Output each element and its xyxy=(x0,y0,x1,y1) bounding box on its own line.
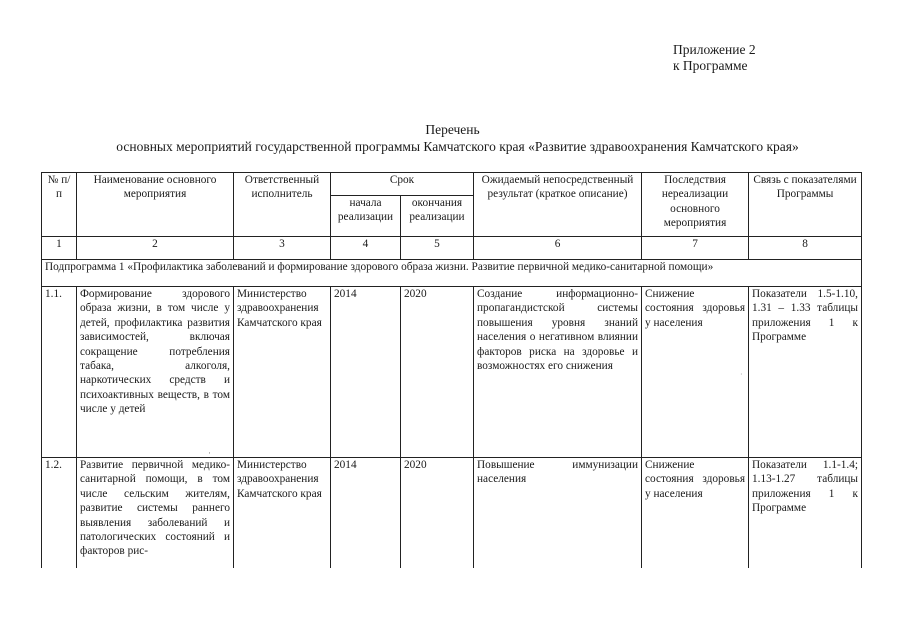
header-consequences: Последствия нереализации основного мероприятия xyxy=(642,173,749,237)
column-number: 1 xyxy=(42,237,77,260)
document-title xyxy=(0,121,905,155)
row-consequences: Снижение состояния здоровья у населения xyxy=(642,287,749,458)
column-number: 2 xyxy=(77,237,234,260)
column-number: 7 xyxy=(642,237,749,260)
scan-speck: · xyxy=(208,448,211,458)
table-row xyxy=(42,458,862,569)
row-consequences: Снижение состояния здоровья у населения xyxy=(642,458,749,569)
header-num: № п/п xyxy=(42,173,77,237)
row-responsible: Министерство здравоохранения Камчатского края xyxy=(234,458,331,569)
header-name: Наименование основного мероприятия xyxy=(77,173,234,237)
row-start: 2014 xyxy=(331,458,401,569)
scan-speck: · xyxy=(740,370,743,379)
row-link: Показатели 1.5-1.10, 1.31 – 1.33 таблицы приложения 1 к Программе xyxy=(749,287,862,458)
measures-table xyxy=(41,172,862,568)
row-name: Развитие первичной медико-санитарной помощи, в том числе сельским жителям, развитие системы раннего выявления заболеваний и патологических состояний и факторов рис- xyxy=(77,458,234,569)
column-number: 8 xyxy=(749,237,862,260)
row-result: Создание информационно-пропагандистской системы повышения уровня знаний населения о негативном влиянии факторов риска на здоровье и возможностях его снижения xyxy=(474,287,642,458)
row-result: Повышение иммунизации населения xyxy=(474,458,642,569)
row-num: 1.2. xyxy=(42,458,77,569)
column-number: 6 xyxy=(474,237,642,260)
row-name: Формирование здорового образа жизни, в том числе у детей, профилактика развития зависимостей, включая сокращение потребления табака, алкоголя, наркотических средств и психоактивных веществ, в том числе у детей xyxy=(77,287,234,458)
appendix-label xyxy=(673,42,756,74)
row-start: 2014 xyxy=(331,287,401,458)
row-link: Показатели 1.1-1.4; 1.13-1.27 таблицы приложения 1 к Программе xyxy=(749,458,862,569)
title-line-1: Перечень xyxy=(425,122,480,137)
row-end: 2020 xyxy=(401,287,474,458)
header-term-end: окончания реализации xyxy=(401,196,474,237)
column-number: 3 xyxy=(234,237,331,260)
subprogram-row xyxy=(42,260,862,287)
subprogram-title: Подпрограмма 1 «Профилактика заболеваний и формирование здорового образа жизни. Развитие первичной медико-санитарной помощи» xyxy=(42,260,862,287)
row-num: 1.1. xyxy=(42,287,77,458)
appendix-line-1: Приложение 2 xyxy=(673,42,756,57)
table-row xyxy=(42,287,862,458)
title-line-2: основных мероприятий государственной программы Камчатского края «Развитие здравоохранения Камчатского края» xyxy=(116,139,799,154)
column-number: 5 xyxy=(401,237,474,260)
header-term: Срок xyxy=(331,173,474,196)
row-responsible: Министерство здравоохранения Камчатского края xyxy=(234,287,331,458)
header-responsible: Ответственный исполнитель xyxy=(234,173,331,237)
column-number: 4 xyxy=(331,237,401,260)
appendix-line-2: к Программе xyxy=(673,58,748,73)
header-link: Связь с показателями Программы xyxy=(749,173,862,237)
header-term-start: начала реализации xyxy=(331,196,401,237)
column-numbers-row xyxy=(42,237,862,260)
row-end: 2020 xyxy=(401,458,474,569)
header-result: Ожидаемый непосредственный результат (краткое описание) xyxy=(474,173,642,237)
